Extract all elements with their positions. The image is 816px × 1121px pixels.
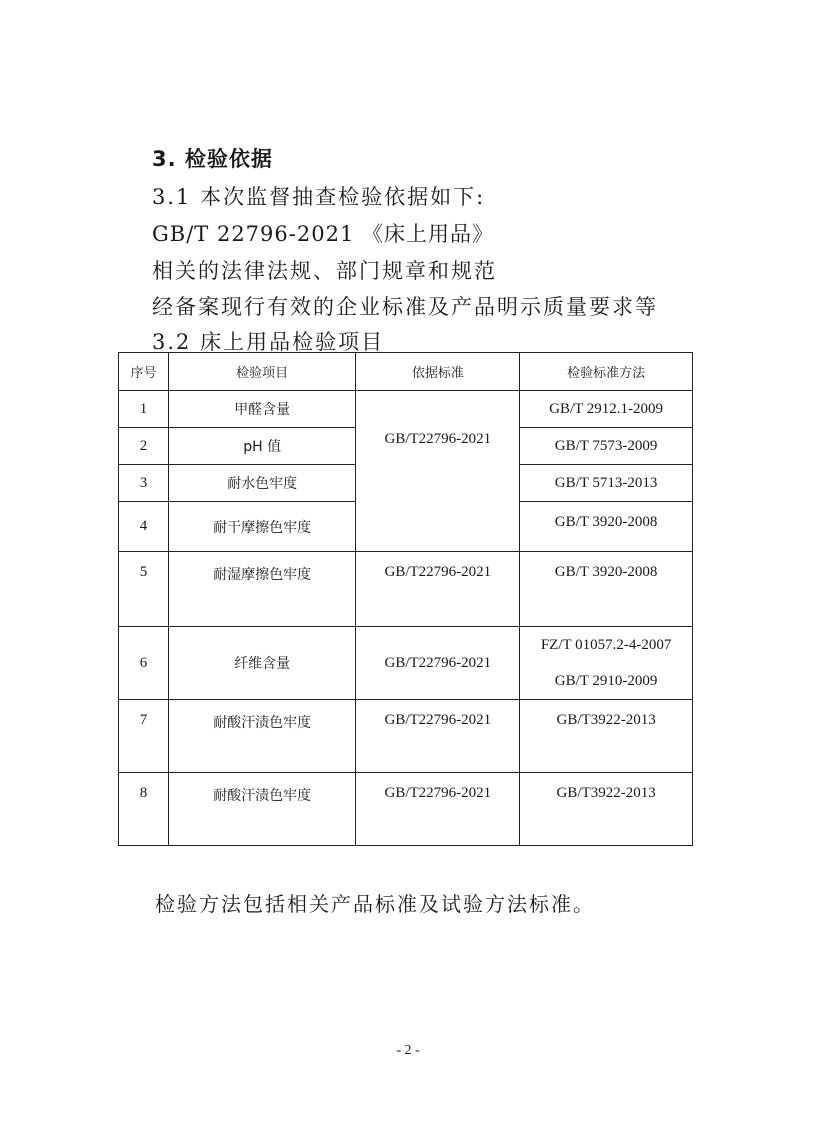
header-method: 检验标准方法 (520, 353, 693, 391)
footer-note: 检验方法包括相关产品标准及试验方法标准。 (155, 892, 595, 916)
row-item: 纤维含量 (168, 627, 356, 700)
subsection-1: 3.1 本次监督抽查检验依据如下: (152, 185, 486, 209)
row-basis: GB/T22796-2021 (356, 552, 520, 627)
subsection-2: 3.2 床上用品检验项目 (152, 330, 385, 354)
row-methods (520, 627, 693, 700)
row-method: GB/T 3920-2008 (520, 552, 693, 627)
row-basis: GB/T22796-2021 (356, 700, 520, 773)
table-row (119, 627, 693, 700)
basis-enterprise: 经备案现行有效的企业标准及产品明示质量要求等 (152, 295, 658, 319)
row-basis: GB/T22796-2021 (356, 391, 520, 552)
row-method: GB/T 5713-2013 (520, 465, 693, 502)
row-no: 1 (119, 391, 169, 428)
header-no: 序号 (119, 353, 169, 391)
table-row (119, 552, 693, 627)
header-item: 检验项目 (168, 353, 356, 391)
section-heading: 3. 检验依据 (152, 147, 273, 171)
table-row (119, 773, 693, 846)
row-method: GB/T 3920-2008 (520, 502, 693, 552)
page-number: - 2 - (396, 1043, 420, 1058)
row-item: 耐酸汗渍色牢度 (168, 773, 356, 846)
row-method: GB/T 7573-2009 (520, 428, 693, 465)
row-item: 耐酸汗渍色牢度 (168, 700, 356, 773)
table-header-row (119, 353, 693, 391)
row-no: 4 (119, 502, 169, 552)
row-method: GB/T 2910-2009 (554, 673, 658, 689)
row-no: 2 (119, 428, 169, 465)
row-no: 8 (119, 773, 169, 846)
row-item: 耐湿摩擦色牢度 (168, 552, 356, 627)
row-method: GB/T 2912.1-2009 (520, 391, 693, 428)
row-method: GB/T3922-2013 (520, 773, 693, 846)
row-no: 5 (119, 552, 169, 627)
header-basis: 依据标准 (356, 353, 520, 391)
row-item: pH 值 (168, 428, 356, 465)
row-no: 6 (119, 627, 169, 700)
row-basis: GB/T22796-2021 (356, 773, 520, 846)
row-method: GB/T3922-2013 (520, 700, 693, 773)
row-item: 耐干摩擦色牢度 (168, 502, 356, 552)
table-row (119, 391, 693, 428)
row-no: 3 (119, 465, 169, 502)
table-row (119, 700, 693, 773)
row-method: FZ/T 01057.2-4-2007 (540, 637, 672, 653)
row-basis: GB/T22796-2021 (356, 627, 520, 700)
inspection-items-table (118, 352, 693, 846)
basis-laws: 相关的法律法规、部门规章和规范 (152, 259, 497, 283)
row-item: 耐水色牢度 (168, 465, 356, 502)
basis-standard: GB/T 22796-2021 《床上用品》 (152, 222, 494, 246)
row-item: 甲醛含量 (168, 391, 356, 428)
row-no: 7 (119, 700, 169, 773)
